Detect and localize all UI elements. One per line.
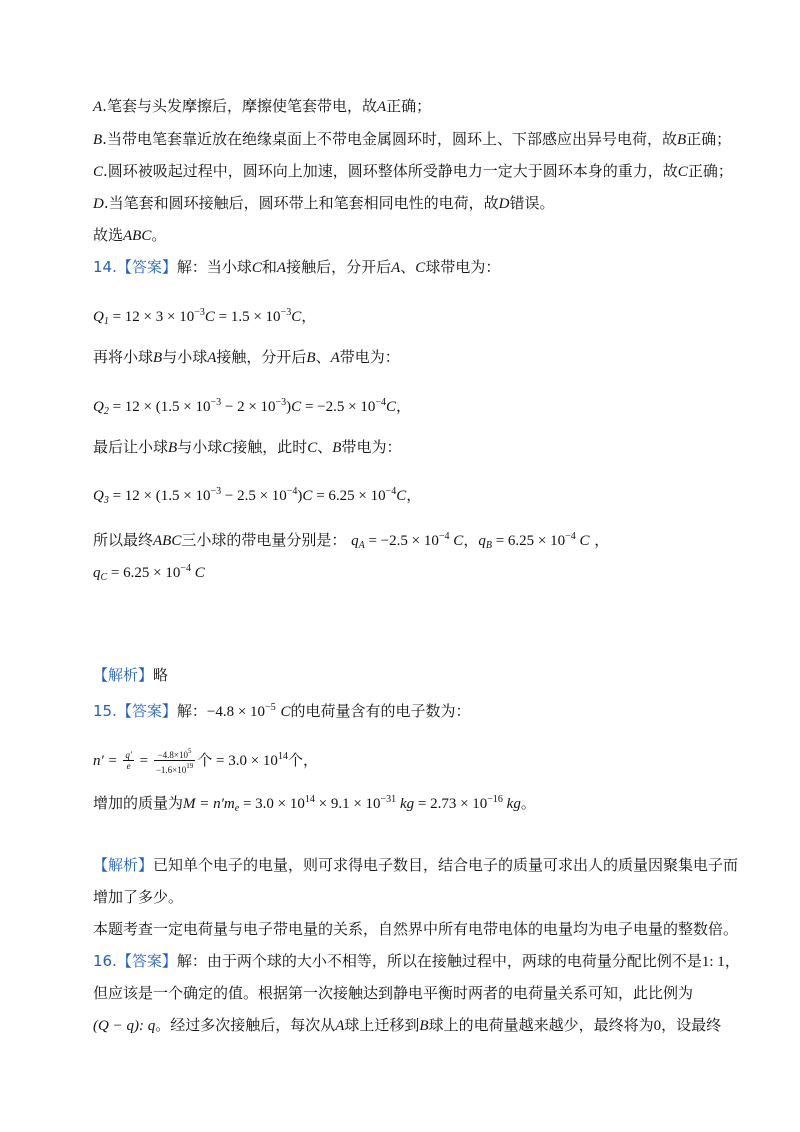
analysis-text: 增加了多少。 (93, 888, 184, 906)
text: 和 (261, 258, 277, 276)
var: A (276, 260, 287, 276)
option-letter: D (93, 196, 104, 212)
fraction-values (154, 746, 195, 775)
expr: = 6.25 × 10 (312, 488, 386, 504)
expr: × 9.1 × 10 (314, 796, 381, 812)
option-letter: A (93, 99, 103, 115)
unit: C (579, 533, 590, 549)
punct: ， (406, 488, 422, 504)
text: 所以最终 (93, 531, 154, 549)
fraction-q-over-e (123, 750, 133, 771)
text: 接触，分开后 (216, 348, 307, 366)
denominator (154, 761, 195, 775)
expr: = 3.0 × 10 (239, 796, 305, 812)
option-tail: 正确； (687, 162, 733, 180)
option-text: .当带电笔套靠近放在绝缘桌面上不带电金属圆环时，圆环上、下部感应出异号电荷，故 (102, 130, 677, 148)
unit: C (302, 488, 313, 504)
exponent: 5 (188, 747, 192, 755)
qa-value (351, 533, 463, 549)
option-tail: 正确； (686, 130, 732, 148)
analysis-tag: 【解析】 (93, 856, 154, 874)
expr: = 6.25 × 10 (491, 533, 566, 549)
expr: = 12 × 3 × 10 (108, 309, 195, 325)
punct: ， (395, 399, 411, 415)
text: 球上迁移到 (344, 1016, 420, 1034)
var: A (330, 350, 340, 366)
expr: = 2.73 × 10 (414, 796, 488, 812)
symbol: Q (93, 399, 104, 415)
exponent: −4 (180, 563, 191, 574)
exponent: −3 (280, 307, 292, 318)
text: 三小球的带电量分别是： (181, 531, 347, 549)
exponent: −31 (380, 794, 397, 805)
text: 球带电为： (425, 258, 501, 276)
option-b-line (93, 128, 731, 151)
expr: = 1.5 × 10 (214, 309, 281, 325)
analysis-text: 已知单个电子的电量，则可求得电子数目，结合电子的质量可求出人的质量因聚集电子而 (153, 856, 739, 874)
text: 与小球 (177, 438, 223, 456)
exponent: −5 (265, 702, 276, 713)
q15-intro (93, 697, 471, 723)
text: 最后让小球 (93, 438, 169, 456)
expr: −4.8 × 10 (206, 704, 266, 720)
q14-step2 (93, 346, 400, 369)
expr: = 3.0 × 10 (212, 753, 278, 769)
exponent: −3 (275, 397, 287, 408)
punct: ， (589, 531, 610, 549)
expr: = 6.25 × 10 (107, 565, 181, 581)
symbol: Q (93, 309, 104, 325)
q14-final (93, 526, 609, 557)
punct: ， (724, 952, 740, 970)
expr: M = n′m (183, 796, 235, 812)
exponent: −4 (286, 486, 298, 497)
option-ref: A (376, 99, 387, 115)
var: B (419, 1018, 429, 1034)
var: B (153, 350, 163, 366)
numerator (154, 746, 195, 761)
exponent: −4 (385, 486, 397, 497)
unit: C (453, 533, 464, 549)
unit: kg (396, 796, 415, 812)
unit: C (291, 309, 302, 325)
exponent: −16 (487, 794, 503, 805)
expr: = −2.5 × 10 (364, 533, 439, 549)
symbol: n′ = (93, 753, 122, 769)
analysis-text: 略 (153, 666, 169, 684)
option-ref: D (498, 196, 510, 212)
var: B (306, 350, 316, 366)
expr: = (135, 753, 152, 769)
unit: C (385, 399, 396, 415)
subscript: e (234, 803, 240, 814)
q16-line-2 (93, 982, 693, 1004)
text: 、 (315, 348, 331, 366)
subscript: C (100, 572, 108, 583)
unit: C (291, 399, 302, 415)
exponent: −3 (210, 486, 222, 497)
equation-q2 (93, 392, 411, 423)
expr: (Q − q): q (93, 1018, 156, 1034)
text: 与小球 (162, 348, 208, 366)
expr: − 2 × 10 (221, 399, 276, 415)
expr: ) (297, 488, 303, 504)
var: B (332, 440, 342, 456)
option-tail: 正确； (386, 97, 432, 115)
answer-tag: 【答案】 (116, 702, 177, 720)
subscript: A (358, 540, 365, 551)
option-letter: C (93, 164, 104, 180)
option-text: .圆环被吸起过程中，圆环向上加速，圆环整体所受静电力一定大于圆环本身的重力，故 (103, 162, 678, 180)
exponent: 14 (304, 794, 315, 805)
choice-prefix: 故选 (93, 226, 124, 244)
qb-value (478, 533, 589, 549)
punct: 。 (520, 794, 536, 812)
q14-intro (93, 256, 500, 279)
q14-analysis (93, 664, 168, 686)
option-ref: C (677, 164, 688, 180)
expr: = 12 × (1.5 × 10 (108, 399, 211, 415)
text: 再将小球 (93, 348, 154, 366)
text: 。经过多次接触后，每次从 (155, 1016, 336, 1034)
q15-analysis-3 (93, 918, 738, 940)
q15-analysis-1 (93, 854, 738, 876)
expr: = −2.5 × 10 (301, 399, 376, 415)
option-text: .当笔套和圆环接触后，圆环带上和笔套相同电性的电荷，故 (103, 194, 499, 212)
subscript: 3 (103, 495, 109, 506)
question-number: 14. (93, 258, 117, 276)
exponent: 19 (186, 762, 194, 770)
analysis-text: 本题考查一定电荷量与电子带电量的关系，自然界中所有电带电体的电量均为电子电量的整数倍。 (93, 920, 739, 938)
var: C (251, 260, 262, 276)
numerator-value: −4.8×10 (157, 750, 188, 760)
symbol: q (478, 533, 486, 549)
equation-q1 (93, 302, 316, 333)
unit: C (280, 704, 291, 720)
var: C (307, 440, 318, 456)
expr: 1: 1 (701, 954, 725, 970)
exponent: 14 (277, 751, 288, 762)
unit: C (194, 565, 205, 581)
option-d-line (93, 192, 554, 215)
text: 接触，此时 (232, 438, 308, 456)
var: A (391, 260, 401, 276)
expr: = 12 × (1.5 × 10 (108, 488, 211, 504)
text: 但应该是一个确定的值。根据第一次接触达到静电平衡时两者的电荷量关系可知，此比例为 (93, 984, 694, 1002)
symbol: q (351, 533, 359, 549)
denominator: e (126, 761, 131, 771)
option-c-line (93, 160, 733, 183)
text: 解：当小球 (176, 258, 252, 276)
subscript: 1 (103, 316, 109, 327)
text: 带电为： (339, 348, 400, 366)
symbol: q (93, 565, 101, 581)
text: 球上的电荷量越来越少，最终将为 (428, 1016, 654, 1034)
punct: ， (301, 309, 317, 325)
exponent: −4 (565, 531, 576, 542)
denominator-value: −1.6×10 (155, 765, 187, 775)
numerator: q′ (125, 750, 132, 760)
option-tail: 错误。 (509, 194, 555, 212)
q15-analysis-2 (93, 886, 183, 908)
answer-tag: 【答案】 (116, 258, 177, 276)
option-ref: B (676, 132, 687, 148)
q14-step3 (93, 436, 401, 459)
expr: ) (286, 399, 292, 415)
answer-tag: 【答案】 (116, 952, 177, 970)
text: 解：由于两个球的大小不相等，所以在接触过程中，两球的电荷量分配比例不是 (176, 952, 702, 970)
text: 带电为： (341, 438, 402, 456)
qc-value (93, 558, 205, 589)
q15-mass (93, 789, 536, 820)
var: C (415, 260, 426, 276)
text: 的电荷量含有的电子数为： (290, 702, 471, 720)
analysis-tag: 【解析】 (93, 666, 154, 684)
q15-electron-count (93, 746, 318, 775)
text: 、 (317, 438, 333, 456)
exponent: −3 (194, 307, 205, 318)
question-number: 16. (93, 952, 117, 970)
q16-line-3 (93, 1014, 721, 1037)
var: A (207, 350, 217, 366)
var: A (335, 1018, 345, 1034)
choice-value: ABC (123, 228, 152, 244)
var: B (168, 440, 178, 456)
question-number: 15. (93, 702, 117, 720)
q16-line-1 (93, 950, 740, 973)
punct: ， (463, 531, 479, 549)
choice-tail: 。 (151, 226, 167, 244)
expr: 0 (653, 1018, 662, 1034)
option-letter: B (93, 132, 103, 148)
text: ，设最终 (661, 1016, 722, 1034)
exponent: −4 (438, 531, 450, 542)
text: 解： (176, 702, 207, 720)
text: 增加的质量为 (93, 794, 184, 812)
subscript: B (485, 540, 492, 551)
exponent: −3 (210, 397, 222, 408)
symbol: Q (93, 488, 104, 504)
unit: C (396, 488, 407, 504)
expr: − 2.5 × 10 (221, 488, 287, 504)
option-a-line (93, 95, 431, 118)
unit: 个， (287, 751, 318, 769)
unit: C (204, 309, 215, 325)
exponent: −4 (375, 397, 386, 408)
var: C (222, 440, 233, 456)
text: 、 (400, 258, 416, 276)
unit: kg (502, 796, 521, 812)
option-text: .笔套与头发摩擦后，摩擦使笔套带电，故 (102, 97, 377, 115)
unit: 个 (197, 751, 213, 769)
text: 接触后，分开后 (286, 258, 392, 276)
subscript: 2 (103, 406, 109, 417)
var: ABC (153, 533, 182, 549)
choice-line (93, 224, 166, 247)
equation-q3 (93, 481, 421, 512)
